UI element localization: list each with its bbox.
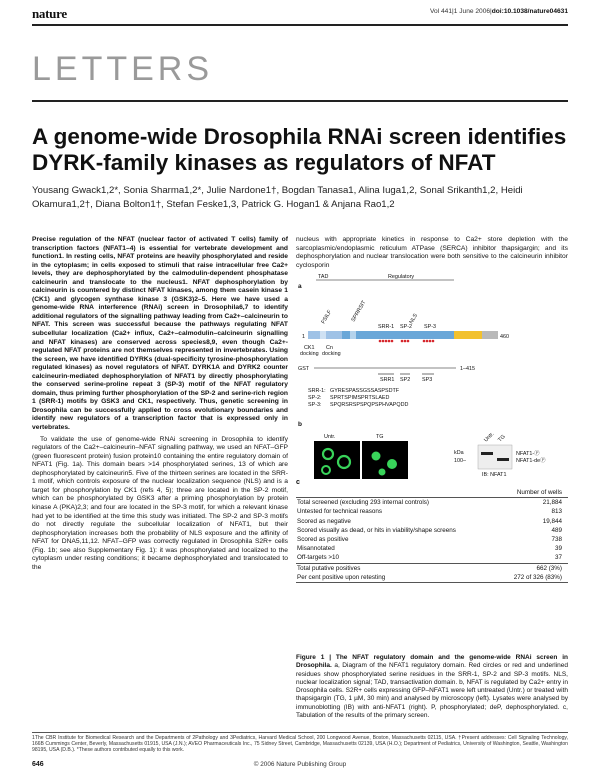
nfat-dep-label: NFAT1-deⓅ — [516, 458, 546, 464]
seq-sp3: SPQRSRSPSPQPSPHVAPQDD — [330, 402, 409, 408]
abstract: Precise regulation of the NFAT (nuclear factor of activated T cells) family of transcription factors (NFAT1–4) is essential for vertebrate development and function1. In resting cells, NFAT proteins are heavily phosphorylated and reside in the cytoplasm; in cells exposed to stimuli that raise intracellular free Ca2+ levels, they are dephosphorylated by the calmodulin-dependent phosphatase calcineurin and translocate to the nucleus1. NFAT dephosphorylation by calcineurin is countered by distinct NFAT kinases, among them casein kinase 1 (CK1) and glycogen synthase kinase 3 (GSK3)2–5. Here we have used a genome-wide RNA interference (RNAi) screen in Drosophila6,7 to identify additional regulators of the signalling pathway leading from Ca2+–calcineurin to NFAT. This screen was successful because the pathways regulating NFAT subcellular localization (Ca2+ influx, Ca2+–calmodulin–calcineurin signalling and NFAT kinases) are conserved across species8,9, even though Ca2+-regulated NFAT proteins are not themselves represented in invertebrates. Using the screen, we have identified DYRKs (dual-specificity tyrosine-phosphorylation regulated kinases) as novel regulators of NFAT. DYRK1A and DYRK2 counter calcineurin-mediated dephosphorylation of NFAT1 by directly phosphorylating the conserved serine-proline repeat 3 (SP-3) motif of the NFAT regulatory domain, thus priming further phosphorylation of the SP-2 and serine-rich region 1 (SRR-1) motifs by GSK3 and CK1, respectively. Thus, genetic screening in Drosophila can be successfully applied to cross evolutionary boundaries and identify new regulators of a transcription factor that is expressed only in vertebrates. — [32, 236, 288, 432]
body-text-left: To validate the use of genome-wide RNAi screening in Drosophila to identify regulators of the Ca2+–calcineurin–NFAT signalling pathway, we used an NFAT–GFP (green fluorescent protein) fusion protein10 containing the entire regulatory domain of NFAT1 (Fig. 1a). This domain bears >14 phosphorylated serines, 13 of which are dephosphorylated by calcineurin5. Five of the thirteen serines are located in the SRR-1 motif, which controls exposure of the nuclear localization sequence (NLS) and is a target for phosphorylation by CK1 (refs 4, 5); three are located in the SP-2 motif, which can be phosphorylated by GSK3 after a priming phosphorylation by protein kinase A (PKA)2,3; and four are located in the SP-3 motif, for which a relevant kinase had yet to be identified at the time this study was initiated. The SP-2 and SP-3 motifs do not directly regulate the subcellular localization of NFAT1, but their dephosphorylation increases both the probability of NLS exposure and the affinity of NFAT for DNA5,11,12. NFAT–GFP was correctly regulated in Drosophila S2R+ cells (Fig. 1b; see also Supplementary Fig. 1): it was phosphorylated and localized to the cytoplasm under resting conditions; it became dephosphorylated and translocated to the — [32, 435, 288, 571]
blot-tg-label: TG — [497, 433, 507, 444]
cn-docking-b: docking — [322, 351, 341, 357]
figure-caption — [296, 654, 568, 720]
regulatory-label: Regulatory — [388, 274, 415, 280]
band-dephospho — [497, 458, 509, 461]
footnotes: 1The CBR Institute for Biomedical Research and the Departments of 2Pathology and 3Pediatrics, Harvard Medical School, 200 Longwood Avenue, Boston, Massachusetts 02115, USA. †Present addresses: Cell Signaling Technology, 166B Cummings Center, Beverly, Massachusetts 01915, USA (J.N.); AVEO Pharmaceuticals Inc., 75 Sidney Street, Cambridge, Massachusetts 02139, USA (H.O.); Department of Pediatrics, University of Washington, Seattle, Washington 98195, USA (D.B.). *These authors contributed equally to this work. — [32, 735, 568, 754]
kda-label: kDa — [454, 450, 464, 456]
panel-b-label: b — [298, 421, 302, 428]
gst-srr1: SRR1 — [380, 377, 395, 383]
table-row: Misannotated 39 — [297, 545, 562, 553]
motif-labels — [321, 299, 436, 330]
figure-1b-images — [296, 430, 568, 480]
right-column-text: nucleus with appropriate kinetics in response to Ca2+ store depletion with the sarcoplasmic/endoplasmic reticulum ATPase (SERCA) inhibitor thapsigargin; and its dephosphorylation and nuclear translocation were both sensitive to the calcineurin inhibitor cyclosporin — [296, 236, 568, 269]
tad-label: TAD — [318, 274, 329, 280]
kda-value: 100– — [454, 458, 466, 464]
domain-start: 1 — [302, 334, 305, 340]
ck1-docking-a: CK1 — [304, 345, 315, 351]
motif-nls: NLS — [408, 312, 419, 325]
header-rule — [32, 24, 568, 26]
table-row: Scored visually as dead, or hits in viability/shape screens 489 — [297, 526, 562, 534]
table-row: Off-targets >10 37 — [297, 554, 562, 562]
motif-sp3: SP-3 — [424, 324, 436, 330]
seq-sp2: SPRTSPIMSPRTSLAED — [330, 395, 390, 401]
motif-sp2: SP-2 — [400, 324, 412, 330]
tg-image-label: TG — [376, 434, 384, 440]
panel-a-label: a — [298, 283, 302, 290]
copyright: © 2006 Nature Publishing Group — [253, 761, 347, 768]
motif-fsilf: FSILF — [320, 309, 334, 325]
motif-srr1: SRR-1 — [378, 324, 395, 330]
seq-sp2-label: SP-2: — [308, 395, 322, 401]
table-row: Scored as positive 738 — [297, 536, 562, 544]
gst-sp2: SP2 — [400, 377, 411, 383]
caption-body: a, Diagram of the NFAT1 regulatory domain. Red circles or red and underlined residues show phosphorylated serine residues in the SRR-1, SP-2 and SP-3 motifs. NLS, nuclear localization signal; TAD, transactivation domain. b, NFAT is regulated by Ca2+ entry in Drosophila cells. S2R+ cells expressing GFP–NFAT1 were left untreated (Untr.) or treated with thapsigargin (TG, 1 µM, 30 min) and analysed by microscopy (left). Lysates were analysed by immunoblotting (IB) with anti-NFAT1 (right). P, phosphorylated; deP, dephosphorylated. c, Tabulation of the results of the primary screen. — [296, 662, 568, 720]
table-row: Untested for technical reasons 813 — [297, 508, 562, 516]
page-number: 646 — [32, 761, 44, 768]
seq-sp3-label: SP-3: — [308, 402, 322, 408]
band-phospho — [481, 452, 493, 455]
table-row: Scored as negative 19,844 — [297, 517, 562, 525]
gst-sp3: SP3 — [422, 377, 433, 383]
regulatory-domain — [342, 331, 454, 339]
motif-sprrsit: SPRRSIT — [350, 299, 368, 323]
gst-range: 1–415 — [460, 366, 475, 372]
blot-untr-label: Untr. — [483, 431, 496, 444]
table-header-wells: Number of wells — [488, 488, 568, 498]
ib-label: IB: NFAT1 — [482, 472, 507, 478]
seq-srr1: GYRESPASSGSSASPSDTF — [330, 388, 400, 394]
sprrsit-box — [350, 331, 356, 339]
table-row: Per cent positive upon retesting 272 of 326 (83%) — [296, 573, 568, 583]
table-header-row — [296, 488, 568, 498]
seq-srr1-label: SRR-1: — [308, 388, 326, 394]
caption-title: Figure 1 | The NFAT regulatory domain and the genome-wide RNAi screen in Drosophila. — [296, 654, 568, 670]
gst-label: GST — [298, 366, 310, 372]
western-blot — [478, 445, 512, 469]
figure-1-panels — [296, 274, 568, 440]
citation-prefix: Vol 441|1 June 2006| — [430, 8, 492, 15]
table-row: Total screened (excluding 293 internal controls) 21,884 — [297, 499, 562, 507]
domain-end: 460 — [500, 334, 509, 340]
cn-docking-a: Cn — [326, 345, 333, 351]
table-row: Total putative positives 662 (3%) — [296, 563, 568, 573]
untreated-micrograph — [314, 441, 360, 479]
journal-name: nature — [32, 6, 67, 21]
c-terminal-domain — [482, 331, 498, 339]
ck1-docking-b: docking — [300, 351, 319, 357]
fsilf-box — [320, 331, 326, 339]
untr-image-label: Untr. — [324, 434, 336, 440]
phospho-circles — [379, 340, 435, 343]
footnote-rule — [32, 732, 568, 733]
left-column — [32, 236, 288, 572]
section-rule — [32, 100, 568, 102]
nfat-p-label: NFAT1-Ⓟ — [516, 451, 540, 457]
article-title: A genome-wide Drosophila RNAi screen identifies DYRK-family kinases as regulators of NFAT — [32, 124, 567, 175]
citation-line — [430, 8, 568, 15]
panel-c-label: c — [296, 479, 300, 486]
doi[interactable]: doi:10.1038/nature04631 — [491, 8, 568, 15]
dna-binding-domain — [454, 331, 482, 339]
screen-results-table — [296, 488, 568, 583]
section-heading: LETTERS — [32, 50, 214, 88]
author-list: Yousang Gwack1,2*, Sonia Sharma1,2*, Julie Nardone1†, Bogdan Tanasa1, Alina Iuga1,2, Sonal Srikanth1,2, Heidi Okamura1,2†, Diana Bolton1†, Stefan Feske1,3, Patrick G. Hogan1 & Anjana Rao1,2 — [32, 185, 523, 210]
